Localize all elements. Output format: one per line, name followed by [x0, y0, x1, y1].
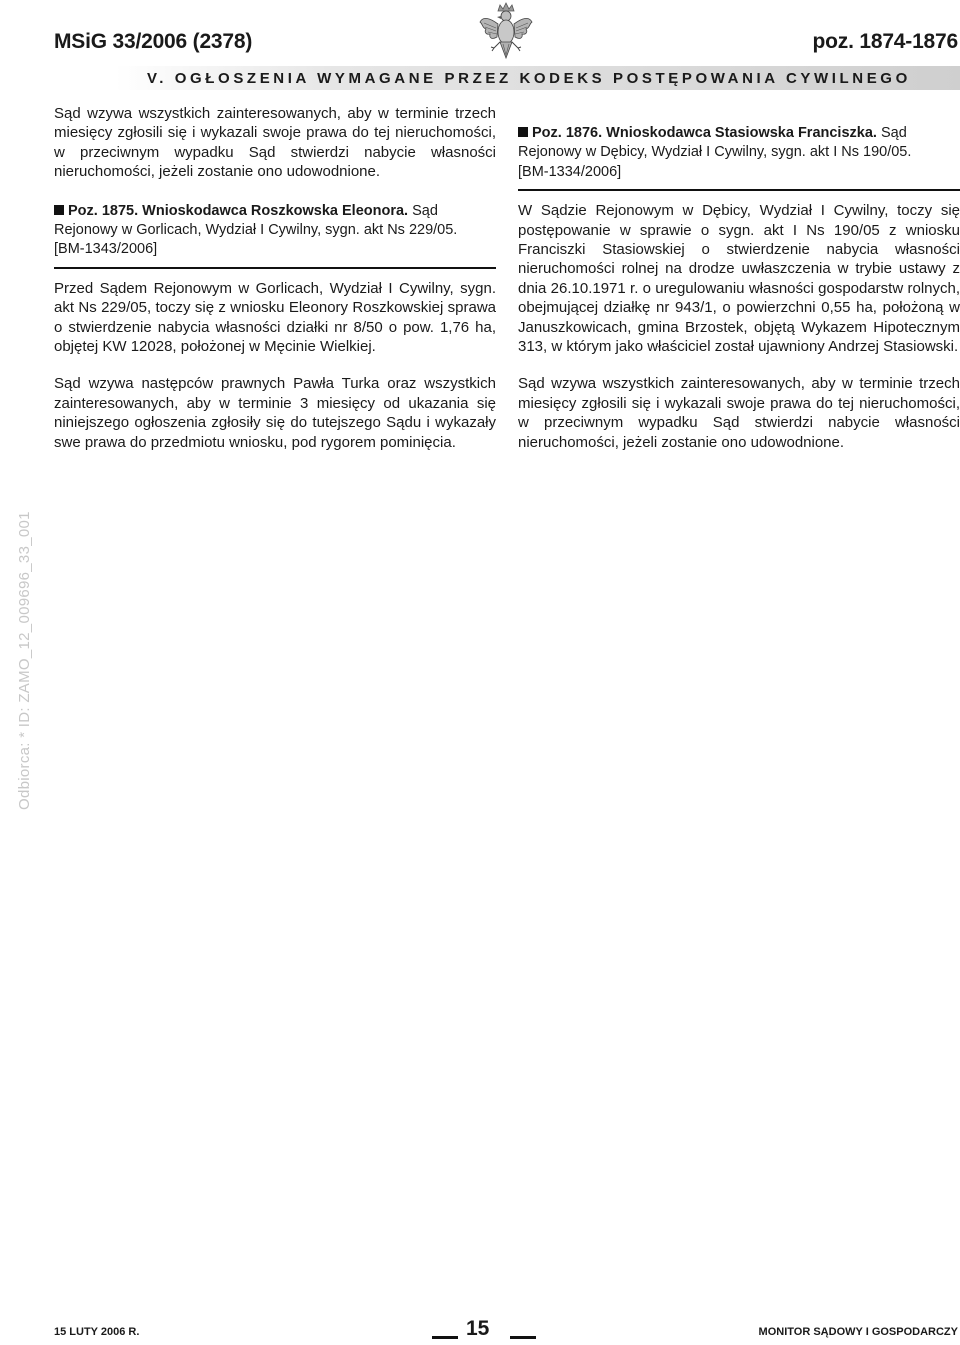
page-number: 15 [466, 1317, 490, 1340]
notice-position: Poz. 1876. [532, 125, 603, 141]
notice-court: Sąd Rejonowy w Dębicy, Wydział I Cywilny, sygn. akt I Ns 190/05. [518, 125, 912, 161]
notice-body-2: Sąd wzywa wszystkich zainteresowanych, aby w terminie trzech miesięcy zgłosili się i wykazali swoje prawa do tej nieruchomości, w przeciwnym wypadku Sąd stwierdzi nabycie własności nieruchomości, jeżeli zostanie ono udowodnione. [518, 375, 960, 451]
recipient-watermark: Odbiorca: * ID: ZAMO_12_009696_33_001 [16, 511, 33, 810]
intro-paragraph: Sąd wzywa wszystkich zainteresowanych, aby w terminie trzech miesięcy zgłosili się i wykazali swoje prawa do tej nieruchomości, w przeciwnym wypadku Sąd stwierdzi nabycie własności nieruchomości, jeżeli zostanie ono udowodnione. [54, 105, 496, 181]
section-title: V. OGŁOSZENIA WYMAGANE PRZEZ KODEKS POSTĘPOWANIA CYWILNEGO [147, 70, 911, 87]
square-bullet-icon [54, 205, 64, 215]
notice-body-1: Przed Sądem Rejonowym w Gorlicach, Wydział I Cywilny, sygn. akt Ns 229/05, toczy się z wniosku Eleonory Roszkowskiej sprawa o stwierdzenie nabycia własności działki nr 8/50 o pow. 1,76 ha, objętej KW 12028, położonej w Męcinie Wielkiej. [54, 279, 496, 356]
position-range: poz. 1874-1876 [812, 30, 958, 53]
polish-eagle-emblem-icon [478, 2, 534, 64]
publication-name: MONITOR SĄDOWY I GOSPODARCZY [758, 1326, 958, 1338]
issue-title: MSiG 33/2006 (2378) [54, 30, 253, 53]
notice-divider [518, 189, 960, 191]
notice-applicant: Wnioskodawca Roszkowska Eleonora. [142, 202, 409, 219]
notice-body-1: W Sądzie Rejonowym w Dębicy, Wydział I Cywilny, toczy się postępowanie w sprawie o sygn. akt I Ns 190/05 z wniosku Franciszki Stasiowskiej o stwierdzenie nabycia własności nieruchomości rolnej na drodze uwłaszczenia w trybie ustawy z dnia 26.10.1971 r. o uregulowaniu własności gospodarstw rolnych, obejmującej działkę nr 943/1, o powierzchni 0,55 ha, położoną w Januszkowicach, gmina Brzostek, objętą Wykazem Hipotecznym 313, w którym jako właściciel został ujawniony Andrzej Stasiowski. [518, 202, 960, 356]
notice-divider [54, 267, 496, 269]
page-number-dash-right [510, 1336, 536, 1339]
left-column [54, 104, 496, 452]
notice-reference: [BM-1334/2006] [518, 163, 622, 180]
notice-position: Poz. 1875. [68, 202, 139, 219]
notice-reference: [BM-1343/2006] [54, 241, 158, 258]
issue-date: 15 LUTY 2006 R. [54, 1326, 140, 1338]
notice-body-2: Sąd wzywa następców prawnych Pawła Turka oraz wszystkich zainteresowanych, aby w terminie 3 miesięcy od ukazania się niniejszego ogłoszenia zgłosiły się do tutejszego Sądu i wykazały swe prawa do przedmiotu wniosku, pod rygorem pominięcia. [54, 375, 496, 451]
notice-court: Sąd Rejonowy w Gorlicach, Wydział I Cywilny, sygn. akt Ns 229/05. [54, 202, 458, 239]
notice-header-1876 [518, 124, 960, 182]
right-column [518, 124, 960, 452]
page-number-dash-left [432, 1336, 458, 1339]
notice-applicant: Wnioskodawca Stasiowska Franciszka. [606, 125, 877, 141]
square-bullet-icon [518, 127, 528, 137]
notice-header-1875 [54, 202, 496, 260]
